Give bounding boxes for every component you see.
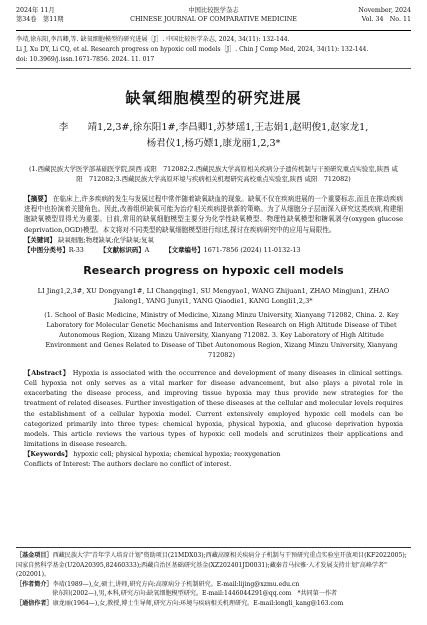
keywords-label-cn: 【关键词】 [24,235,56,244]
abstract-en [16,368,411,450]
citation-doi[interactable]: doi: 10.3969/j.issn.1671-7856. 2024. 11. 017 [16,56,155,63]
author-line-1: 李 靖1,2,3#,徐东阳1#,李昌卿1,苏梦瑶1,王志娟1,赵明俊1,赵家龙1, [58,122,369,133]
keywords-cn [16,235,411,245]
corresponding-text: 康龙丽(1964—),女,教授,博士生导师,研究方向:环境与疾病相关机理研究。E-mail:longli_kang@163.com [52,599,344,607]
funding-label: ［基金项目］ [16,552,53,559]
clc-value: R-33 [68,245,84,254]
abstract-text-en: Hypoxia is associated with the occurrence and development of many diseases in clinical settings. Cell hypoxia not only serves as a vital marker for disease advancement, but also plays a pivotal role in exacerbating the disease process, and improving tissue hypoxia may thus provide new strategies for the treatment of related diseases. Further investigation of these diseases at the cellular and molecular levels requires the establishment of a cellular hypoxia model. Current extensively employed hypoxic cell models can be categorized primarily into three types: chemical hypoxia, physical hypoxia, and glucose deprivation hypoxia models. This article reviews the various types of hypoxic cell models and scrutinizes their applications and limitations in disease research. [24,368,403,449]
citation-block [16,35,411,69]
citation-cn: 李靖,徐东阳,李昌卿,等. 缺氧细胞模型的研究进展［J］. 中国比较医学杂志, 2024, 34(11): 132-144. [16,36,290,43]
keywords-en [16,449,411,459]
keywords-text-cn: 缺氧细胞;物理缺氧;化学缺氧;复氧 [58,235,154,244]
conflict-statement: Conflicts of Interest: The authors declare no conflict of interest. [24,460,232,469]
affiliations-en: (1. School of Basic Medicine, Ministry of Medicine, Xizang Minzu University, Xianyang 712082, China. 2. Key Laboratory for Molecular Genetic Mechanisms and Intervention Research on High Altitude Disease of Tibet Autonomous Region, Xizang Minzu University, Xianyang 712082. 3. Key Laboratory of High Altitude Environment and Genes Related to Disease of Tibet Autonomous Region, Xizang Minzu University, Xianyang 712082) [44,310,399,359]
article-title-en: Research progress on hypoxic cell models [83,263,344,277]
article-id-label: 【文章编号】 [165,245,204,254]
footnotes [16,547,411,609]
header-issue-en [358,6,411,24]
funding-note [16,551,411,580]
article-title-cn: 缺氧细胞模型的研究进展 [125,89,302,107]
keywords-label-en: 【Keywords】 [24,450,72,459]
author-list-en: LI Jing1,2,3#, XU Dongyang1#, LI Changqing1, SU Mengyao1, WANG Zhijuan1, ZHAO Mingjun1, ZHAO Jialong1, YANG Junyi1, YANG Qiaodie1, KANG Longli1,2,3* [37,286,390,306]
clc-label: 【中图分类号】 [24,245,69,254]
affiliations-cn: (1.西藏民族大学医学部基础医学院,陕西 咸阳 712082;2.西藏民族大学高原相关疾病分子遗传机制与干预研究重点实验室,陕西 咸阳 712082;3.西藏民族大学高原环境与疾病相关机理研究高校重点实验室,陕西 咸阳 712082) [29,165,398,183]
header-volume-cn: 第34卷 第11期 [16,16,64,23]
doc-code-label: 【文献标识码】 [99,245,145,254]
author-note [16,580,411,590]
doc-code-value: A [144,245,150,254]
author-list-cn [16,120,411,152]
header-journal-cn: 中国比较医学杂志 [188,7,239,14]
abstract-label-en: 【Abstract】 [24,368,70,377]
article-id-value: 1671-7856 (2024) 11-0132-13 [203,245,301,254]
corresponding-note [16,599,411,609]
funding-text: 西藏民族大学"青年学人培育计划"资助项目(21MDX03);西藏高原相关疾病分子机制与干预研究重点实验室开放项目(KF2022005);国家自然科学基金(U20A20395,82460333);西藏自治区基础研究基金(XZ202401JD0031);藏秦青马拉雅·人才发展支持计划"高峰学者"(202001)。 [16,552,407,579]
running-header [16,0,411,31]
classification-row [16,245,411,255]
abstract-cn [16,194,411,235]
header-date-en: November, 2024 [358,7,411,14]
author-bio-label: ［作者简介］ [16,580,53,588]
citation-en: Li J, Xu DY, Li CQ, et al. Research progress on hypoxic cell models［J］. Chin J Comp Med, 2024, 34(11): 132-144. [16,46,369,53]
abstract-text-cn: 在临床上,许多疾病的发生与发展过程中常伴随着缺氧缺血的现象。缺氧不仅在疾病进展的一个重要标志,而且在推动疾病进程中也扮演着关键角色。因此,改善组织缺氧可能为治疗相关疾病提供新的策略。为了从细胞分子层面深入研究这类疾病,构建细胞缺氧模型显得尤为重要。目前,常用的缺氧细胞模型主要分为化学性缺氧模型、物理性缺氧模型和糖氧剥夺(oxygen glucose deprivation,OGD)模型。本文将对不同类型的缺氧细胞模型进行综述,探讨在疾病研究中的应用与局限性。 [24,195,403,234]
header-journal [16,6,411,24]
header-date-cn: 2024年 11月 [16,7,55,14]
header-volume-en: Vol. 34 No. 11 [361,16,411,23]
author-note-2: 徐东阳(2002—),男,本科,研究方向:缺氧细胞模型研究。E-mail:1446044291@qq.com *共同第一作者 [52,590,338,598]
author-line-2: 杨君仪1,杨巧嫖1,康龙丽1,2,3* [146,138,281,149]
abstract-label-cn: 【摘要】 [24,195,51,203]
corresponding-label: ［通信作者］ [16,599,53,607]
author-bio-1: 李靖(1989—),女,硕士,讲师,研究方向:高原病分子机制研究。E-mail:lijing@xzmu.edu.cn [52,580,300,588]
header-journal-en: CHINESE JOURNAL OF COMPARATIVE MEDICINE [130,16,297,23]
keywords-text-en: hypoxic cell; physical hypoxia; chemical hypoxia; reoxygenation [73,450,281,459]
